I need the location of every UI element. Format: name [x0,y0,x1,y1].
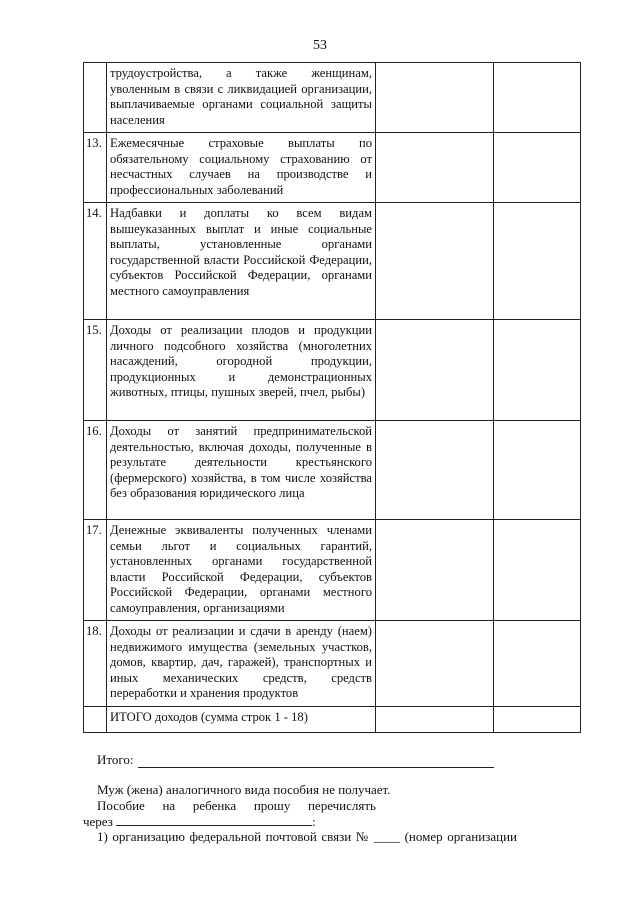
table-row [84,320,581,421]
row-description: Денежные эквиваленты полученных членами семьи льгот и социальных гарантий, установленных органами государственной власти Российской Федерации, субъектов Российской Федерации, органами местного самоуправления, организациями [107,520,376,621]
row-number [84,63,107,133]
transfer-via-suffix: : [312,814,316,829]
table-row [84,421,581,520]
total-row [84,707,581,733]
total-extra-cell[interactable] [494,707,581,733]
total-value-cell[interactable] [376,707,494,733]
table-row [84,63,581,133]
row-value-cell[interactable] [376,63,494,133]
page-number: 53 [313,38,327,53]
row-value-cell[interactable] [376,621,494,707]
row-description: Доходы от реализации и сдачи в аренду (наем) недвижимого имущества (земельных участков, домов, квартир, дач, гаражей), транспортных и иных механических средств, средств переработки и хранения продуктов [107,621,376,707]
transfer-request: Пособие на ребенка прошу перечислять [97,798,376,813]
total-label: ИТОГО доходов (сумма строк 1 - 18) [107,707,376,733]
row-value-cell[interactable] [376,203,494,320]
row-extra-cell[interactable] [494,203,581,320]
row-number [84,707,107,733]
row-extra-cell[interactable] [494,63,581,133]
itogo-fill-line[interactable] [138,767,494,768]
transfer-via-line [83,814,316,830]
table-row [84,520,581,621]
row-value-cell[interactable] [376,320,494,421]
row-number: 14. [84,203,107,320]
row-number: 18. [84,621,107,707]
row-value-cell[interactable] [376,520,494,621]
transfer-via-fill-line[interactable] [116,814,312,826]
table-row [84,621,581,707]
row-number: 16. [84,421,107,520]
row-extra-cell[interactable] [494,520,581,621]
itogo-label: Итого: [97,752,134,767]
table-row [84,203,581,320]
row-description: Надбавки и доплаты ко всем видам вышеуказанных выплат и иные социальные выплаты, установленные органами государственной власти Российской Федерации, субъектов Российской Федерации, органами местного самоуправления [107,203,376,320]
transfer-via-prefix: через [83,814,113,829]
row-description: трудоустройства, а также женщинам, уволенным в связи с ликвидацией организации, выплачиваемые органами социальной защиты населения [107,63,376,133]
row-number: 15. [84,320,107,421]
row-description: Ежемесячные страховые выплаты по обязательному социальному страхованию от несчастных случаев на производстве и профессиональных заболеваний [107,133,376,203]
row-description: Доходы от занятий предпринимательской деятельностью, включая доходы, полученные в результате деятельности крестьянского (фермерского) хозяйства, в том числе хозяйства без образования юридического лица [107,421,376,520]
row-extra-cell[interactable] [494,133,581,203]
row-value-cell[interactable] [376,421,494,520]
spouse-statement: Муж (жена) аналогичного вида пособия не получает. [97,782,391,797]
income-table [83,62,581,733]
row-number: 17. [84,520,107,621]
row-number: 13. [84,133,107,203]
row-value-cell[interactable] [376,133,494,203]
row-extra-cell[interactable] [494,320,581,421]
postal-organization-option: 1) организацию федеральной почтовой связи № ____ (номер организации [97,829,517,844]
table-row [84,133,581,203]
row-extra-cell[interactable] [494,421,581,520]
row-extra-cell[interactable] [494,621,581,707]
row-description: Доходы от реализации плодов и продукции личного подсобного хозяйства (многолетних насаждений, огородной продукции, продукционных и демонстрационных животных, птицы, пушных зверей, пчел, рыбы) [107,320,376,421]
